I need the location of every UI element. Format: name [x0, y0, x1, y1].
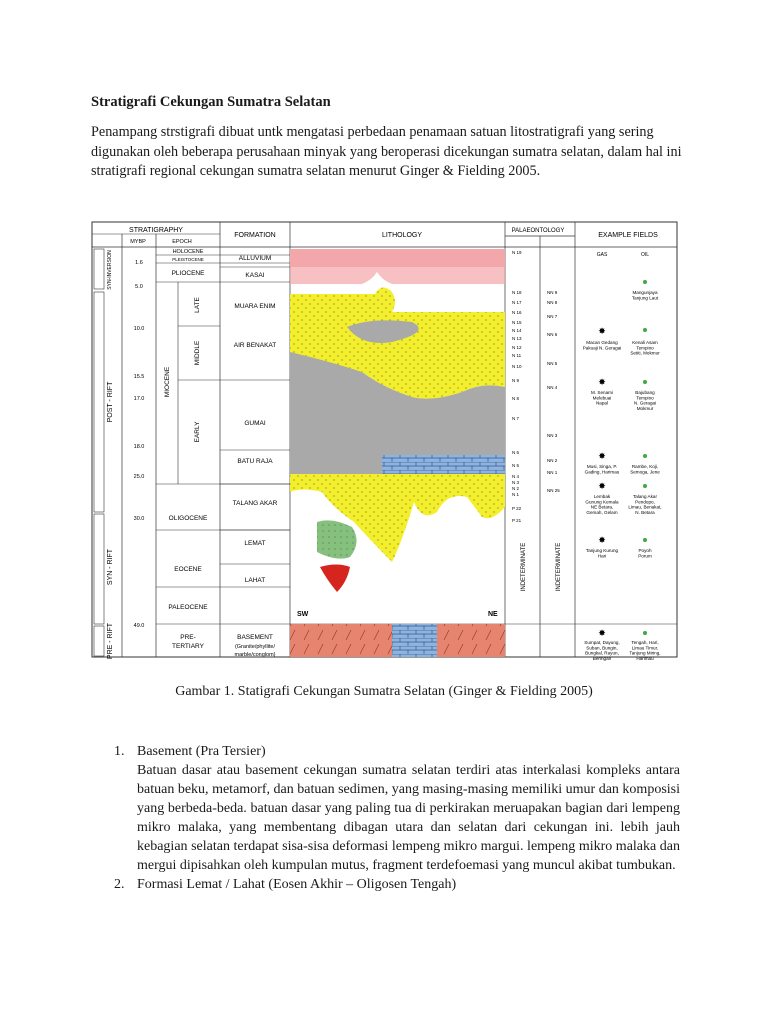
age-label: 5.0	[135, 284, 143, 290]
list-item-heading: Formasi Lemat / Lahat (Eosen Akhir – Oligosen Tengah)	[137, 877, 457, 892]
list-item-body: Batuan dasar atau basement cekungan sumatra selatan terdiri atas interkalasi kompleks antara batuan beku, metamorf, dan batuan sedimen, yang masing-masing memiliki umur dan komposisi yang berbeda-beda. batuan dasar yang paling tua di perkirakan meruapakan bagian dari lempeng mikro malaka, yang membentang dibagan utara dan selatan dari cekungan ini. lebih jauh kebagian selatan terdapat sisa-sisa deformasi lempeng mikro margui. lempeng mikro malaka dan mergui dipisahkan oleh kumpulan mutus, fragment terdefoemasi yang muncul akibat tumbukan.	[137, 763, 680, 873]
field-oil: Poyoh Porum	[638, 548, 652, 559]
gas-star-icon: ✸	[598, 377, 606, 387]
formation-basement: BASEMENT	[237, 634, 273, 641]
field-oil: Mangunjaya Tanjung Laut	[631, 290, 659, 301]
header-gas: GAS	[596, 252, 608, 258]
field-gas: M. Senami Melebuai Napal	[591, 390, 613, 406]
header-fields: EXAMPLE FIELDS	[598, 232, 658, 239]
n-zone: N 18	[512, 290, 522, 295]
nn-zone: NN 4	[547, 385, 558, 390]
header-oil: OIL	[640, 252, 650, 258]
n-zone: P 21	[512, 518, 522, 523]
epoch-miocene: MIOCENE	[164, 366, 171, 398]
n-zone: N 16	[512, 310, 522, 315]
gas-star-icon: ✸	[598, 481, 606, 491]
formation-gumai: GUMAI	[244, 420, 266, 427]
nn-zone: NN 25	[547, 488, 560, 493]
epoch-holocene: HOLOCENE	[172, 249, 204, 255]
n-zone: N 12	[512, 345, 522, 350]
nn-zone: NN 7	[547, 314, 558, 319]
epoch-pleistocene: PLEISTOCENE	[172, 257, 204, 262]
header-epoch: EPOCH	[172, 239, 192, 245]
batu-raja-limestone	[382, 455, 505, 474]
indeterminate-nn: INDETERMINATE	[556, 542, 562, 592]
numbered-list	[114, 742, 680, 894]
age-label: 10.0	[133, 326, 145, 332]
gas-star-icon: ✸	[598, 628, 606, 638]
intro-paragraph: Penampang strstigrafi dibuat untk mengatasi perbedaan penamaan satuan litostratigrafi yang sering digunakan oleh beberapa perusahaan minyak yang beroperasi dicekungan sumatra selatan, dalam hal ini stratigrafi regional cekungan sumatra selatan menurut Ginger & Fielding 2005.	[91, 124, 682, 179]
gas-star-icon: ✸	[598, 326, 606, 336]
age-label: 49.0	[133, 623, 145, 629]
n-zone: N 4	[512, 474, 520, 479]
gas-star-icon: ✸	[598, 451, 606, 461]
list-item	[114, 742, 680, 875]
formation-talang-akar: TALANG AKAR	[232, 500, 278, 507]
epoch-paleocene: PALEOCENE	[168, 604, 208, 611]
field-oil: Rambe, Koji, Semoga, Jene	[630, 464, 660, 475]
field-oil: Tengah, Hari, Limau Timur, Tanjung Miring, Harimau	[629, 640, 661, 661]
n-zone: N 5	[512, 463, 520, 468]
gas-star-icon: ✸	[598, 535, 606, 545]
n-zone: N 19	[512, 250, 522, 255]
field-gas: Lembak Gunung Kemala NE Betara, Gemah, Gelam	[585, 494, 619, 515]
age-label: 17.0	[133, 396, 145, 402]
nn-zone: NN 3	[547, 433, 558, 438]
header-mybp: MYBP	[130, 239, 146, 245]
tectonic-pre-rift: PRE - RIFT	[107, 622, 114, 660]
label-ne: NE	[488, 611, 498, 618]
epoch-middle: MIDDLE	[194, 340, 201, 366]
nn-zone: NN 6	[547, 332, 558, 337]
tectonic-syn-inversion: SYN-INVERSION	[107, 250, 113, 290]
age-label: 1.6	[135, 260, 143, 266]
n-zone: N 3	[512, 480, 520, 485]
nn-zone: NN 5	[547, 361, 558, 366]
formation-air-benakat: AIR BENAKAT	[233, 342, 277, 349]
formation-alluvium: ALLUVIUM	[238, 255, 272, 262]
epoch-tertiary: TERTIARY	[172, 643, 204, 650]
nn-zone: NN 1	[547, 470, 558, 475]
tectonic-post-rift: POST - RIFT	[107, 381, 114, 423]
n-zone: N 1	[512, 492, 520, 497]
formation-basement-detail: marble/conglom)	[234, 652, 276, 658]
stratigraphy-chart	[92, 222, 677, 661]
field-oil: Kenali Asam Tempino Setiti, Mokmur	[630, 340, 660, 356]
nn-zone: NN 9	[547, 290, 558, 295]
list-item	[114, 875, 680, 894]
tectonic-syn-rift: SYN - RIFT	[107, 548, 114, 586]
field-gas: Macan Gedang Pakuaji N. Geragai	[582, 340, 622, 351]
epoch-pre: PRE-	[180, 634, 196, 641]
n-zone: N 15	[512, 320, 522, 325]
header-lithology: LITHOLOGY	[381, 232, 423, 239]
list-item-heading: Basement (Pra Tersier)	[137, 744, 266, 759]
formation-batu-raja: BATU RAJA	[237, 458, 273, 465]
age-label: 25.0	[133, 474, 145, 480]
n-zone: N 8	[512, 396, 520, 401]
n-zone: N 9	[512, 378, 520, 383]
formation-basement-detail: (Granite/phyllite/	[234, 644, 276, 650]
kasai-layer	[290, 267, 505, 284]
field-gas: Musi, Singa, P. Gading, Harimau	[584, 464, 620, 475]
n-zone: N 14	[512, 328, 522, 333]
figure-caption: Gambar 1. Statigrafi Cekungan Sumatra Selatan (Ginger & Fielding 2005)	[175, 684, 593, 699]
list-number: 2.	[114, 877, 125, 892]
field-gas: Sumpat, Dayung, Suban, Bungin, Bungkal, Rayun, Beringan	[584, 640, 620, 661]
n-zone: N 2	[512, 486, 520, 491]
field-oil: Talang Akar Pendopo, Limau, Benakat, N. Betara	[628, 494, 662, 515]
nn-zone: NN 2	[547, 458, 558, 463]
epoch-early: EARLY	[194, 421, 201, 443]
header-stratigraphy: STRATIGRAPHY	[129, 227, 183, 234]
n-zone: N 10	[512, 364, 522, 369]
list-number: 1.	[114, 744, 125, 759]
age-label: 15.5	[133, 374, 145, 380]
formation-lahat: LAHAT	[244, 577, 266, 584]
indeterminate-n: INDETERMINATE	[521, 542, 527, 592]
field-gas: Tanjung Kurung Hari	[585, 548, 619, 559]
n-zone: P 22	[512, 506, 522, 511]
n-zone: N 17	[512, 300, 522, 305]
formation-lemat: LEMAT	[244, 540, 266, 547]
n-zone: N 7	[512, 416, 520, 421]
epoch-pliocene: PLIOCENE	[171, 270, 205, 277]
label-sw: SW	[297, 611, 309, 618]
n-zone: N 11	[512, 353, 522, 358]
formation-kasai: KASAI	[245, 272, 265, 279]
header-palaeontology: PALAEONTOLOGY	[511, 228, 565, 234]
age-label: 18.0	[133, 444, 145, 450]
stratigraphy-figure	[92, 222, 677, 661]
nn-zone: NN 8	[547, 300, 558, 305]
header-formation: FORMATION	[234, 232, 276, 239]
epoch-eocene: EOCENE	[174, 566, 202, 573]
n-zone: N 13	[512, 336, 522, 341]
epoch-late: LATE	[194, 297, 201, 313]
epoch-oligocene: OLIGOCENE	[168, 515, 208, 522]
n-zone: N 6	[512, 450, 520, 455]
field-oil: Bajubang Tempino N. Geragai Mokmur	[633, 390, 657, 411]
document-title: Stratigrafi Cekungan Sumatra Selatan	[91, 94, 331, 110]
alluvium-layer	[290, 249, 505, 267]
formation-muara-enim: MUARA ENIM	[234, 303, 276, 310]
age-label: 30.0	[133, 516, 145, 522]
